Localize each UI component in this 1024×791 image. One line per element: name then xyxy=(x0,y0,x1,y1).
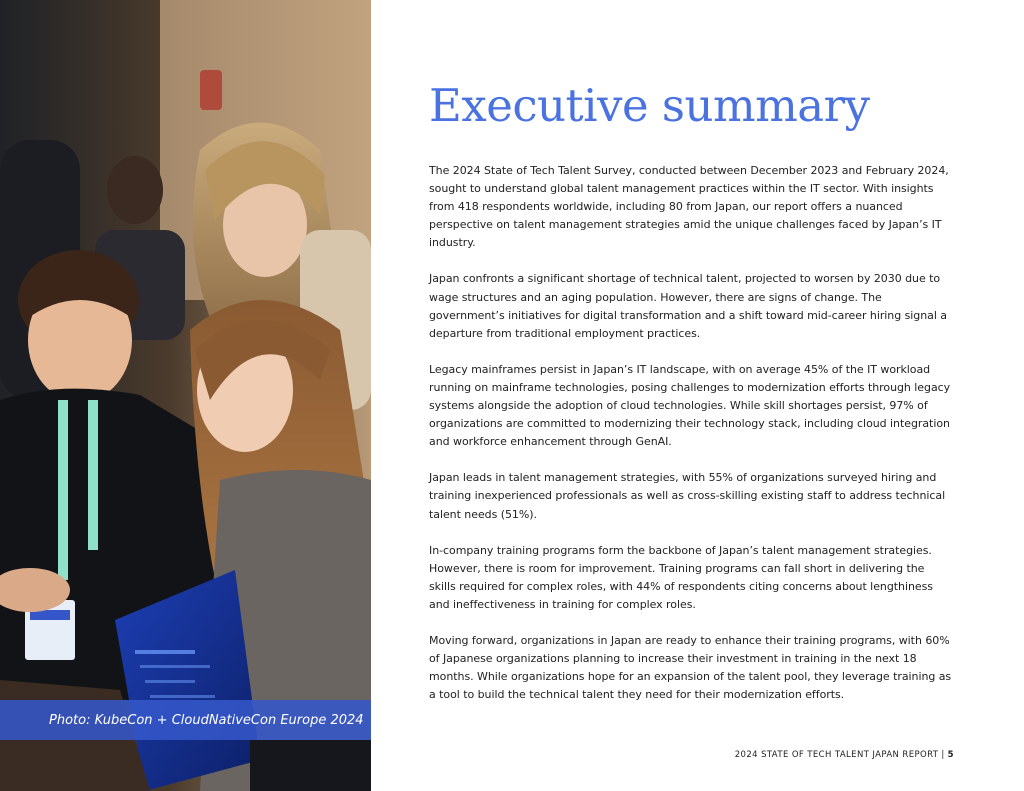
summary-paragraph: In-company training programs form the backbone of Japan’s talent management strategies. However, there is room for improvement. Training programs can fall short in delivering the skills required for complex roles, with 44% of respondents citing concerns about lengthiness and ineffectiveness in training for complex roles. xyxy=(429,543,933,611)
summary-paragraph: Japan confronts a significant shortage of technical talent, projected to worsen by 2030 due to wage structures and an aging population. However, there are signs of change. The government’s initiatives for digital transformation and a shift toward mid-career hiring signal a departure from traditional employment practices. xyxy=(429,272,947,340)
footer-separator: | xyxy=(941,750,945,760)
photo-caption-bar xyxy=(0,700,371,740)
footer-report-name: 2024 STATE OF TECH TALENT JAPAN REPORT xyxy=(734,750,939,760)
summary-paragraph: The 2024 State of Tech Talent Survey, conducted between December 2023 and February 2024, sought to understand global talent management practices within the IT sector. With insights from 418 respondents worldwide, including 80 from Japan, our report offers a nuanced perspective on talent management strategies amid the unique challenges faced by Japan’s IT industry. xyxy=(429,164,949,250)
page-title: Executive summary xyxy=(429,79,870,132)
executive-summary-section xyxy=(429,78,953,722)
conference-photo-illustration xyxy=(0,0,371,791)
summary-paragraph: Legacy mainframes persist in Japan’s IT landscape, with on average 45% of the IT workload running on mainframe technologies, posing challenges to modernization efforts through legacy systems alongside the adoption of cloud technologies. While skill shortages persist, 97% of organizations are committed to modernizing their technology stack, including cloud integration and workforce enhancement through GenAI. xyxy=(429,362,951,449)
summary-paragraph: Japan leads in talent management strategies, with 55% of organizations surveyed hiring and training inexperienced professionals as well as cross-skilling existing staff to address technical talent needs (51%). xyxy=(429,471,946,521)
photo-caption: Photo: KubeCon + CloudNativeCon Europe 2024 xyxy=(49,712,364,728)
page-number: 5 xyxy=(947,750,954,760)
summary-paragraph: Moving forward, organizations in Japan are ready to enhance their training programs, with 60% of Japanese organizations planning to increase their investment in training in the next 18 months. While organizations hope for an expansion of the talent pool, they leverage training as a tool to build the technical talent they need for their modernization efforts. xyxy=(429,633,952,702)
conference-photo xyxy=(0,0,371,791)
page-footer xyxy=(735,750,954,760)
